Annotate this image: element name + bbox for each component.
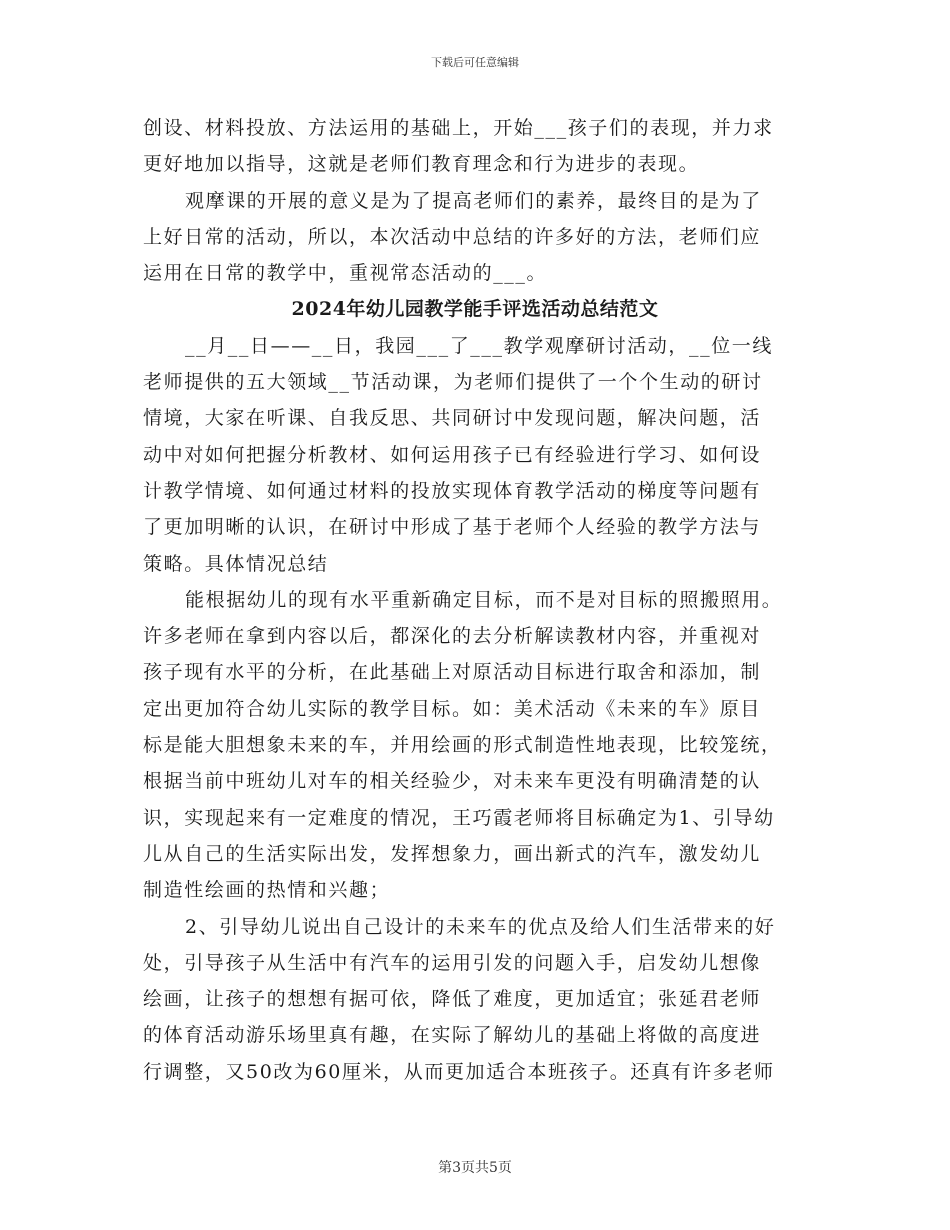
text-line: 运用在日常的教学中，重视常态活动的___。 xyxy=(143,262,548,285)
text-line: 绘画，让孩子的想想有据可依，降低了难度，更加适宜；张延君老师 xyxy=(143,988,762,1011)
text-line: 孩子现有水平的分析，在此基础上对原活动目标进行取舍和添加，制 xyxy=(143,661,762,684)
page-number-footer: 第3页共5页 xyxy=(438,1160,512,1176)
header-note: 下载后可任意编辑 xyxy=(431,56,519,69)
paragraph-start: __月__日——__日，我园___了___教学观摩研讨活动，__位一线 xyxy=(185,334,774,357)
text-line: 老师提供的五大领域__节活动课，为老师们提供了一个个生动的研讨 xyxy=(143,371,763,394)
text-line: 根据当前中班幼儿对车的相关经验少，对未来车更没有明确清楚的认 xyxy=(143,770,762,793)
paragraph-start: 能根据幼儿的现有水平重新确定目标，而不是对目标的照搬照用。 xyxy=(185,588,783,611)
text-line: 制造性绘画的热情和兴趣； xyxy=(143,879,391,902)
text-line: 许多老师在拿到内容以后，都深化的去分析解读教材内容，并重视对 xyxy=(143,625,762,648)
text-line: 的体育活动游乐场里真有趣，在实际了解幼儿的基础上将做的高度进 xyxy=(143,1024,762,1047)
text-line: 定出更加符合幼儿实际的教学目标。如：美术活动《未来的车》原目 xyxy=(143,697,762,720)
text-line: 了更加明晰的认识，在研讨中形成了基于老师个人经验的教学方法与 xyxy=(143,516,762,539)
text-line: 行调整，又50改为60厘米，从而更加适合本班孩子。还真有许多老师 xyxy=(143,1060,775,1083)
text-line: 计教学情境、如何通过材料的投放实现体育教学活动的梯度等问题有 xyxy=(143,479,762,502)
text-line: 情境，大家在听课、自我反思、共同研讨中发现问题，解决问题，活 xyxy=(143,407,762,430)
section-title: 2024年幼儿园教学能手评选活动总结范文 xyxy=(291,298,659,321)
text-line: 策略。具体情况总结 xyxy=(143,552,329,575)
text-line: 处，引导孩子从生活中有汽车的运用引发的问题入手，启发幼儿想像 xyxy=(143,951,762,974)
paragraph-start: 2、引导幼儿说出自己设计的未来车的优点及给人们生活带来的好 xyxy=(185,915,776,938)
text-line: 动中对如何把握分析教材、如何运用孩子已有经验进行学习、如何设 xyxy=(143,443,762,466)
text-line: 上好日常的活动，所以，本次活动中总结的许多好的方法，老师们应 xyxy=(143,225,762,248)
paragraph-start: 观摩课的开展的意义是为了提高老师们的素养，最终目的是为了 xyxy=(185,189,762,212)
text-line: 儿从自己的生活实际出发，发挥想象力，画出新式的汽车，激发幼儿 xyxy=(143,842,762,865)
document-body xyxy=(143,110,807,1090)
text-line: 更好地加以指导，这就是老师们教育理念和行为进步的表现。 xyxy=(143,153,700,176)
text-line: 标是能大胆想象未来的车，并用绘画的形式制造性地表现，比较笼统， xyxy=(143,734,782,757)
text-line: 创设、材料投放、方法运用的基础上，开始___孩子们的表现，并力求 xyxy=(143,117,774,139)
text-line: 识，实现起来有一定难度的情况，王巧霞老师将目标确定为1、引导幼 xyxy=(143,806,775,829)
